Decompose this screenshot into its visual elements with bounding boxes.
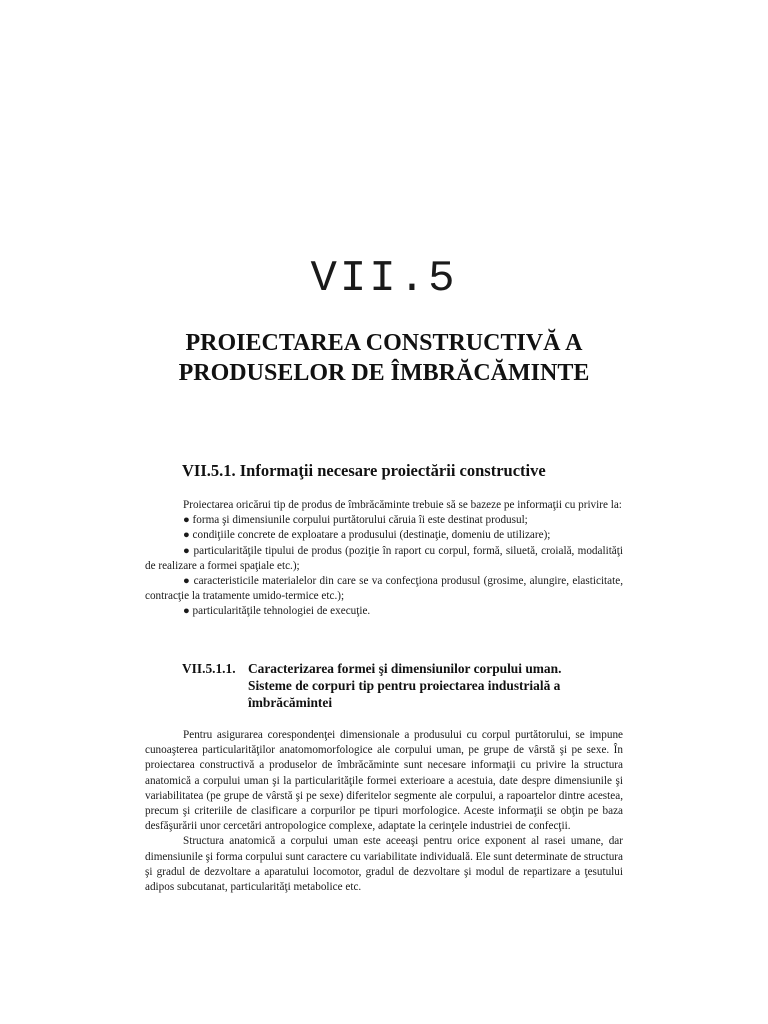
section-intro: Proiectarea oricărui tip de produs de îmbrăcăminte trebuie să se bazeze pe informaţii cu privire la: [183,499,622,511]
chapter-title [0,328,768,388]
subsection-number: VII.5.1.1. [182,661,236,676]
bullet-item-1: ● forma şi dimensiunile corpului purtătorului căruia îi este destinat produsul; [183,514,528,527]
subsection-title-line-2: Sisteme de corpuri tip pentru proiectarea industrială a [248,678,561,693]
section-body [145,498,623,620]
bullet-item-2: ● condiţiile concrete de exploatare a produsului (destinaţie, domeniu de utilizare); [183,529,551,542]
section-heading: VII.5.1. Informaţii necesare proiectării constructive [182,461,546,480]
bullet-item-5: ● particularităţile tehnologiei de execuţie. [183,605,371,618]
bullet-item-4: ● caracteristicile materialelor din care se va confecţiona produsul (grosime, alungire, elasticitate, contracţie la tratamente umido-termice etc.); [145,575,623,603]
subsection-title-line-3: îmbrăcămintei [248,695,333,710]
bullet-item-3: ● particularităţile tipului de produs (poziţie în raport cu corpul, formă, siluetă, croială, modalităţi de realizare a formei spaţiale etc.); [145,544,623,572]
subsection-paragraph-1: Pentru asigurarea corespondenţei dimensionale a produsului cu corpul purtătorului, se impune cunoaşterea particularităţilor anatomomorfologice ale corpului uman, pe grupe de vârstă şi pe sexe. În proiectarea constructivă a produselor de îmbrăcăminte sunt necesare informaţii cu privire la structura anatomică a corpului uman şi la particularităţile formei exterioare a acestuia, date despre dimensiunile şi variabilitatea (pe grupe de vârstă şi pe sexe) diferitelor segmente ale corpului, a rapoartelor dintre acestea, precum şi criteriile de clasificare a corpurilor pe tipuri morfologice. Aceste informaţii se obţin pe baza desfăşurării unor cercetări antropologice complexe, adaptate la cerinţele industriei de confecţii. [145,729,623,833]
subsection-paragraph-2: Structura anatomică a corpului uman este aceeaşi pentru orice exponent al rasei umane, dar dimensiunile şi forma corpului sunt caractere cu variabilitate individuală. Ele sunt determinate de structura şi gradul de dezvoltare a aparatului locomotor, gradul de dezvoltare şi modul de repartizare a ţesutului adipos subcutanat, particularităţi metabolice etc. [145,835,623,894]
subsection-body [145,728,623,895]
chapter-title-line-1: PROIECTAREA CONSTRUCTIVĂ A [185,330,583,356]
chapter-title-line-2: PRODUSELOR DE ÎMBRĂCĂMINTE [178,360,590,386]
subsection-title-line-1: Caracterizarea formei şi dimensiunilor corpului uman. [248,661,562,676]
chapter-number: VII.5 [310,254,458,304]
subsection-heading [182,660,642,711]
